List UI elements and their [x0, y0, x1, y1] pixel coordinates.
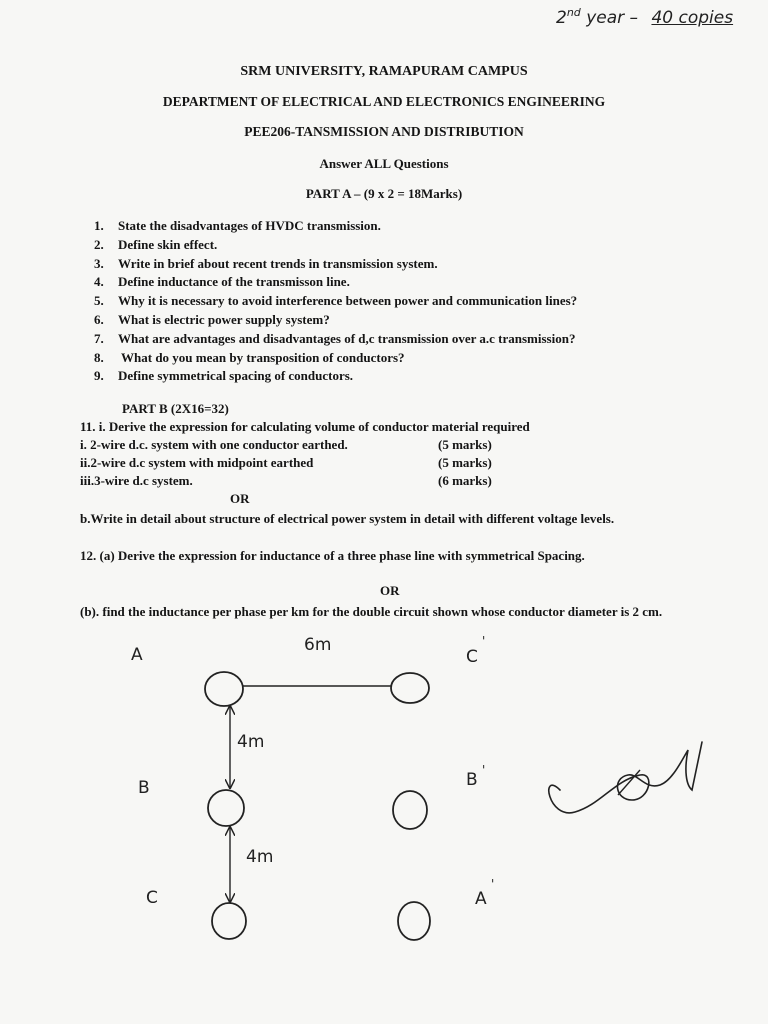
label-c-prime-mark: ': [482, 634, 486, 648]
label-b: B: [138, 778, 150, 798]
part-b-heading: PART B (2X16=32): [122, 401, 229, 416]
label-b-prime-mark: ': [482, 763, 486, 777]
q11-item-2: ii.2-wire d.c system with midpoint earthed: [80, 455, 314, 470]
university-title: SRM UNIVERSITY, RAMAPURAM CAMPUS: [240, 64, 528, 79]
note-copies: 40 copies: [651, 8, 734, 28]
note-year-suffix: nd: [566, 6, 581, 19]
dim-horizontal: 6m: [304, 635, 332, 655]
conductor-a-prime: [398, 902, 430, 940]
question-number: 5.: [94, 293, 104, 309]
q11-item-1: i. 2-wire d.c. system with one conductor earthed.: [80, 437, 348, 452]
question-text: Define inductance of the transmisson line.: [118, 274, 350, 290]
course-title: PEE206-TANSMISSION AND DISTRIBUTION: [244, 124, 524, 139]
conductor-c: [212, 903, 246, 939]
question-text: Define skin effect.: [118, 236, 218, 252]
q12b: (b). find the inductance per phase per km for the double circuit shown whose conductor diameter is 2 cm.: [80, 604, 663, 619]
q11-item-3: iii.3-wire d.c system.: [80, 473, 193, 488]
note-year: 2: [556, 8, 567, 28]
conductor-a: [205, 672, 243, 706]
question-text: What do you mean by transposition of conductors?: [118, 349, 405, 365]
q12a: 12. (a) Derive the expression for inductance of a three phase line with symmetrical Spacing.: [80, 548, 585, 563]
question-text: State the disadvantages of HVDC transmission.: [118, 218, 381, 233]
question-text: What is electric power supply system?: [118, 311, 330, 327]
question-text: What are advantages and disadvantages of d,c transmission over a.c transmission?: [118, 330, 576, 346]
dim-vertical-bottom: 4m: [246, 847, 274, 867]
label-a-prime: A: [475, 889, 487, 909]
question-number: 7.: [94, 330, 104, 346]
q11-item-3-marks: (6 marks): [438, 473, 492, 488]
q11-intro: 11. i. Derive the expression for calculating volume of conductor material required: [80, 419, 530, 434]
note-year-word: year –: [586, 8, 639, 28]
instruction: Answer ALL Questions: [319, 156, 449, 171]
or-separator-1: OR: [230, 491, 250, 506]
question-number: 8.: [94, 349, 104, 365]
label-b-prime: B: [466, 770, 478, 790]
question-number: 6.: [94, 311, 104, 327]
conductor-b: [208, 790, 244, 826]
question-text: Write in brief about recent trends in transmission system.: [118, 255, 438, 271]
label-c: C: [146, 888, 158, 908]
label-a-prime-mark: ': [491, 877, 495, 891]
department-title: DEPARTMENT OF ELECTRICAL AND ELECTRONICS ENGINEERING: [162, 94, 606, 109]
q11-item-2-marks: (5 marks): [438, 455, 492, 470]
question-number: 9.: [94, 368, 104, 384]
question-text: Why it is necessary to avoid interference between power and communication lines?: [118, 293, 578, 309]
question-text: Define symmetrical spacing of conductors.: [118, 368, 354, 384]
q11-item-1-marks: (5 marks): [438, 437, 492, 452]
part-a-heading: PART A – (9 x 2 = 18Marks): [305, 186, 463, 201]
or-separator-2: OR: [380, 583, 400, 598]
question-number: 4.: [94, 274, 104, 290]
question-number: 1.: [94, 218, 104, 233]
label-c-prime: C: [466, 647, 478, 667]
conductor-c-prime: [391, 673, 429, 703]
q11b: b.Write in detail about structure of electrical power system in detail with different voltage levels.: [80, 511, 615, 526]
signature-icon: [549, 742, 702, 813]
label-a: A: [131, 645, 143, 665]
question-number: 2.: [94, 236, 104, 252]
conductor-b-prime: [393, 791, 427, 829]
dim-vertical-top: 4m: [237, 732, 265, 752]
question-number: 3.: [94, 255, 104, 271]
